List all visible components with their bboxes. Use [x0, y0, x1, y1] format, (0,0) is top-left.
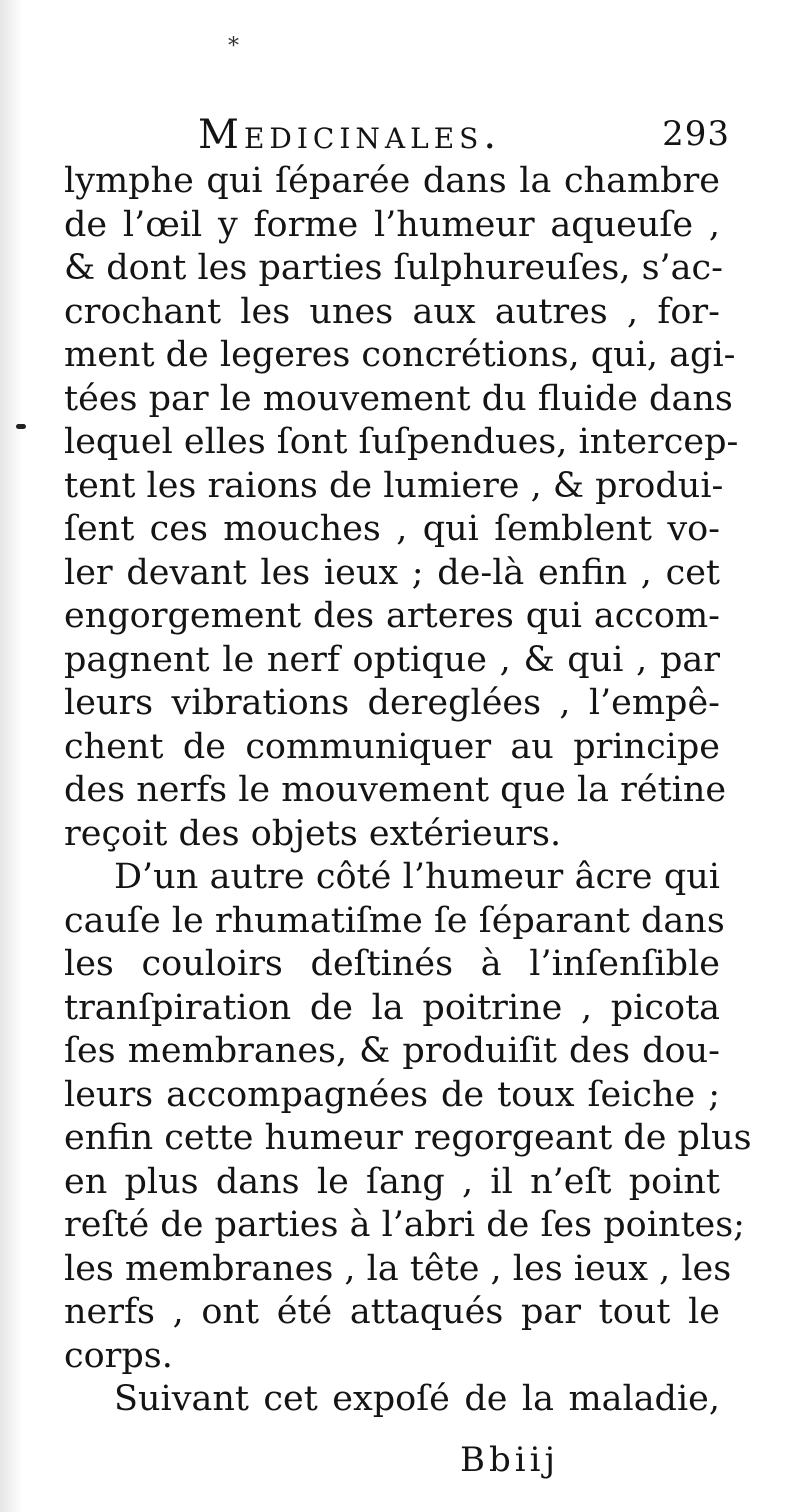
text-line: lymphe qui ſéparée dans la chambre — [64, 161, 720, 201]
text-line: reçoit des objets extérieurs. — [64, 813, 562, 854]
running-head — [198, 112, 730, 160]
text-line: reſté de parties à l’abri de ſes pointes; — [64, 1205, 745, 1245]
text-line: de l’œil y forme l’humeur aqueuſe , — [64, 204, 720, 245]
text-line: en plus dans le ſang , il n’eſt point — [64, 1161, 720, 1202]
text-line: corps. — [64, 1335, 173, 1376]
text-line: crochant les unes aux autres , for- — [64, 291, 720, 332]
text-line: engorgement des arteres qui accom- — [64, 596, 720, 636]
text-line: les membranes , la tête , les ieux , les — [64, 1248, 732, 1289]
running-title: Medicinales. — [198, 112, 502, 158]
text-line: cauſe le rhumatiſme ſe ſéparant dans — [64, 900, 725, 941]
text-line: tranſpiration de la poitrine , picota — [64, 987, 720, 1028]
text-line: nerfs , ont été attaqués par tout le — [64, 1292, 720, 1332]
text-line: lequel elles ſont ſuſpendues, intercep- — [64, 422, 739, 462]
ink-mark: * — [228, 34, 239, 59]
body-text — [64, 160, 752, 1422]
text-line: pagnent le nerf optique , & qui , par — [64, 639, 720, 680]
margin-speck — [16, 424, 26, 429]
text-line: tent les raions de lumiere , & produi- — [64, 465, 724, 506]
text-line: ſes membranes, & produiſit des dou- — [64, 1031, 720, 1071]
text-line: tées par le mouvement du fluide dans — [64, 378, 733, 419]
text-line: & dont les parties ſulphureuſes, s’ac- — [64, 248, 723, 288]
text-line: enfin cette humeur regorgeant de plus — [64, 1118, 752, 1158]
text-line: leurs vibrations dereglées , l’empê- — [64, 683, 720, 723]
text-line: Suivant cet expoſé de la maladie, — [114, 1379, 720, 1419]
text-line: ler devant les ieux ; de-là enfin , cet — [64, 552, 720, 593]
text-line: ſent ces mouches , qui ſemblent vo- — [64, 509, 720, 549]
page-number: 293 — [662, 114, 730, 154]
text-line: D’un autre côté l’humeur âcre qui — [114, 857, 720, 897]
signature-mark: Bbiij — [460, 1440, 560, 1480]
text-line: les couloirs deſtinés à l’inſenſible — [64, 944, 720, 984]
text-line: chent de communiquer au principe — [64, 726, 720, 767]
text-line: leurs accompagnées de toux ſeiche ; — [64, 1074, 720, 1115]
text-line: des nerfs le mouvement que la rétine — [64, 770, 727, 810]
text-line: ment de legeres concrétions, qui, agi- — [64, 335, 736, 375]
